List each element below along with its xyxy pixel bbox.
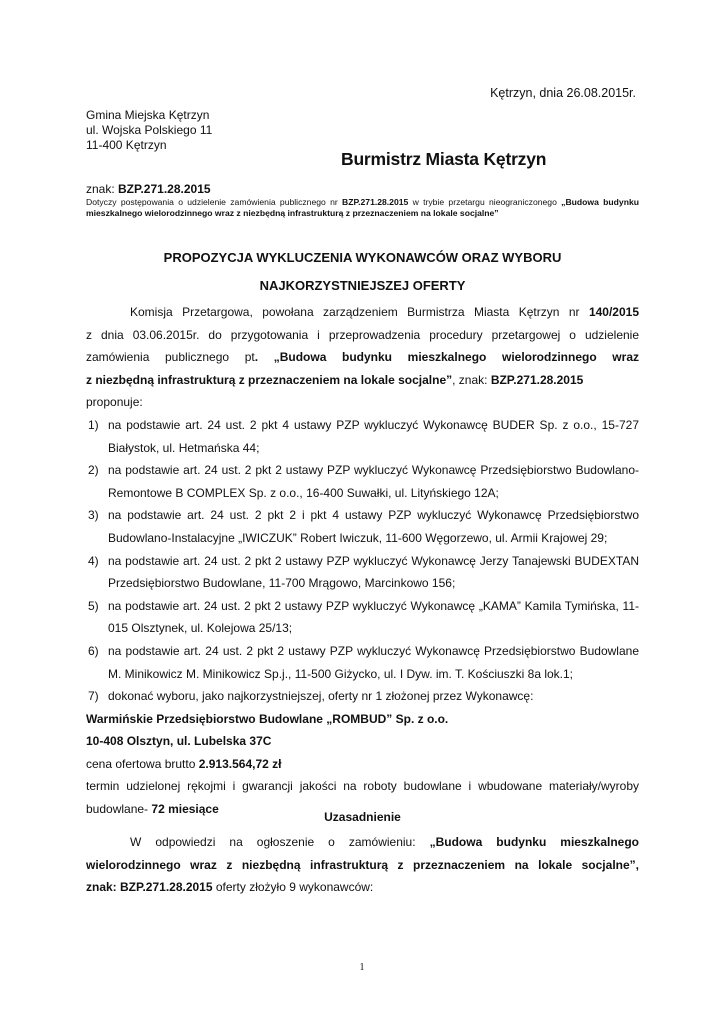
contract-title: wielorodzinnego wraz z niezbędną infrastrukturą z przeznaczeniem na lokale socjalne”, bbox=[86, 857, 639, 872]
list-item bbox=[86, 414, 639, 459]
page-number: 1 bbox=[359, 962, 365, 973]
list-item-text: M. Minikowicz M. Minikowicz Sp.j., 11-500 Giżycko, ul. I Dyw. im. T. Kościuszki 8a lok.1; bbox=[108, 666, 574, 681]
intro-line bbox=[86, 369, 639, 392]
justification-heading: Uzasadnienie bbox=[324, 810, 401, 824]
offer-price bbox=[86, 753, 639, 776]
justification-line bbox=[86, 876, 639, 899]
intro-line bbox=[86, 301, 639, 324]
intro-text: zamówienia publicznego pt bbox=[86, 350, 255, 365]
list-item-number: 7) bbox=[88, 689, 99, 704]
warranty-months: 72 miesiące bbox=[151, 802, 219, 817]
list-item-number: 4) bbox=[88, 553, 99, 568]
list-item-text: 015 Olsztynek, ul. Kolejowa 25/13; bbox=[108, 621, 293, 636]
justification-body bbox=[86, 831, 639, 899]
list-item bbox=[86, 459, 639, 504]
list-item-number: 5) bbox=[88, 598, 99, 613]
list-item-text: na podstawie art. 24 ust. 2 pkt 2 i pkt 4 ustawy PZP wykluczyć Wykonawcę Przedsiębiorstwo bbox=[108, 508, 639, 523]
list-item-text: dokonać wyboru, jako najkorzystniejszej, oferty nr 1 złożonej przez Wykonawcę: bbox=[108, 689, 534, 704]
subject-mode: w trybie przetargu nieograniczonego bbox=[408, 197, 562, 207]
sender-line: Gmina Miejska Kętrzyn bbox=[86, 108, 210, 122]
document-date: Kętrzyn, dnia 26.08.2015r. bbox=[490, 86, 636, 100]
list-item-text: na podstawie art. 24 ust. 2 pkt 2 ustawy PZP wykluczyć Wykonawcę Przedsiębiorstwo Budowlane bbox=[108, 643, 639, 658]
list-item-number: 1) bbox=[88, 417, 99, 432]
winner-name bbox=[86, 708, 639, 731]
list-item-text: na podstawie art. 24 ust. 2 pkt 2 ustawy PZP wykluczyć Wykonawcę Jerzy Tanajewski BUDEXTAN bbox=[108, 553, 639, 568]
subject-code: BZP.271.28.2015 bbox=[342, 197, 409, 207]
contract-title: z niezbędną infrastrukturą z przeznaczeniem na lokale socjalne” bbox=[86, 372, 453, 387]
winner-address-text: 10-408 Olsztyn, ul. Lubelska 37C bbox=[86, 734, 272, 749]
justification-text: oferty złożyło 9 wykonawców: bbox=[212, 880, 374, 895]
contract-title: „Budowa budynku mieszkalnego bbox=[429, 835, 639, 849]
justification-text: W odpowiedzi na ogłoszenie o zamówieniu: bbox=[130, 835, 430, 849]
sender-address bbox=[86, 108, 212, 153]
contract-title: . „Budowa budynku mieszkalnego wielorodzinnego wraz bbox=[254, 350, 639, 365]
list-item-number: 2) bbox=[88, 463, 99, 478]
list-item-text: Przedsiębiorstwo Budowlane, 11-700 Mrągowo, Marcinkowo 156; bbox=[108, 576, 456, 591]
list-item bbox=[86, 595, 639, 640]
price-label: cena ofertowa brutto bbox=[86, 756, 199, 771]
list-item bbox=[86, 504, 639, 549]
subject-title: „Budowa budynku mieszkalnego wielorodzinnego wraz z niezbędną infrastrukturą z przeznaczeniem na lokale socjalne” bbox=[86, 197, 639, 218]
list-item-text: Białystok, ul. Hetmańska 44; bbox=[108, 440, 260, 455]
list-item-text: na podstawie art. 24 ust. 2 pkt 2 ustawy PZP wykluczyć Wykonawcę Przedsiębiorstwo Budowlano- bbox=[108, 463, 639, 478]
price-value: 2.913.564,72 zł bbox=[198, 756, 282, 771]
winner-name-text: Warmińskie Przedsiębiorstwo Budowlane „ROMBUD” Sp. z o.o. bbox=[86, 711, 449, 726]
list-item bbox=[86, 685, 639, 708]
list-item-text: Budowlano-Instalacyjne „IWICZUK” Robert Iwiczuk, 11-600 Węgorzewo, ul. Armii Krajowej 29; bbox=[108, 530, 608, 545]
warranty-label: budowlane- bbox=[86, 802, 152, 817]
document-title-line-2: NAJKORZYSTNIEJSZEJ OFERTY bbox=[259, 278, 466, 293]
warranty-text: termin udzielonej rękojmi i gwarancji jakości na roboty budowlane i wbudowane materiały/wyroby bbox=[86, 779, 639, 794]
authority-heading: Burmistrz Miasta Kętrzyn bbox=[341, 149, 547, 169]
list-item-number: 3) bbox=[88, 508, 99, 523]
intro-text: Komisja Przetargowa, powołana zarządzeniem Burmistrza Miasta Kętrzyn nr bbox=[130, 305, 589, 319]
document-title-line-1: PROPOZYCJA WYKLUCZENIA WYKONAWCÓW ORAZ WYBORU bbox=[163, 250, 562, 265]
order-number: 140/2015 bbox=[588, 305, 639, 319]
reference-code: znak: BZP.271.28.2015 bbox=[86, 880, 213, 895]
intro-line bbox=[86, 346, 639, 369]
list-item-number: 6) bbox=[88, 643, 99, 658]
justification-line bbox=[86, 831, 639, 854]
intro-line: proponuje: bbox=[86, 395, 143, 410]
winner-address bbox=[86, 730, 639, 753]
sender-line: ul. Wojska Polskiego 11 bbox=[86, 123, 213, 137]
list-item-text: na podstawie art. 24 ust. 2 pkt 2 ustawy PZP wykluczyć Wykonawcę „KAMA” Kamila Tymińska, 11- bbox=[108, 598, 639, 613]
subject-note bbox=[86, 197, 639, 218]
list-item-text: na podstawie art. 24 ust. 2 pkt 4 ustawy PZP wykluczyć Wykonawcę BUDER Sp. z o.o., 15-727 bbox=[108, 417, 639, 432]
reference-code: BZP.271.28.2015 bbox=[118, 182, 211, 196]
list-item bbox=[86, 640, 639, 685]
document-body bbox=[86, 301, 639, 821]
reference-label: znak: bbox=[86, 182, 119, 196]
intro-line: z dnia 03.06.2015r. do przygotowania i przeprowadzenia procedury przetargowej o udzielenie bbox=[86, 327, 639, 342]
sender-line: 11-400 Kętrzyn bbox=[86, 138, 167, 152]
list-item-text: Remontowe B COMPLEX Sp. z o.o., 16-400 Suwałki, ul. Lityńskiego 12A; bbox=[108, 485, 499, 500]
justification-line bbox=[86, 854, 639, 877]
list-item bbox=[86, 550, 639, 595]
intro-text: , znak: bbox=[452, 372, 491, 387]
reference-code: BZP.271.28.2015 bbox=[490, 372, 584, 387]
reference-number bbox=[86, 182, 211, 196]
subject-prefix: Dotyczy postępowania o udzielenie zamówienia publicznego nr bbox=[86, 197, 343, 207]
